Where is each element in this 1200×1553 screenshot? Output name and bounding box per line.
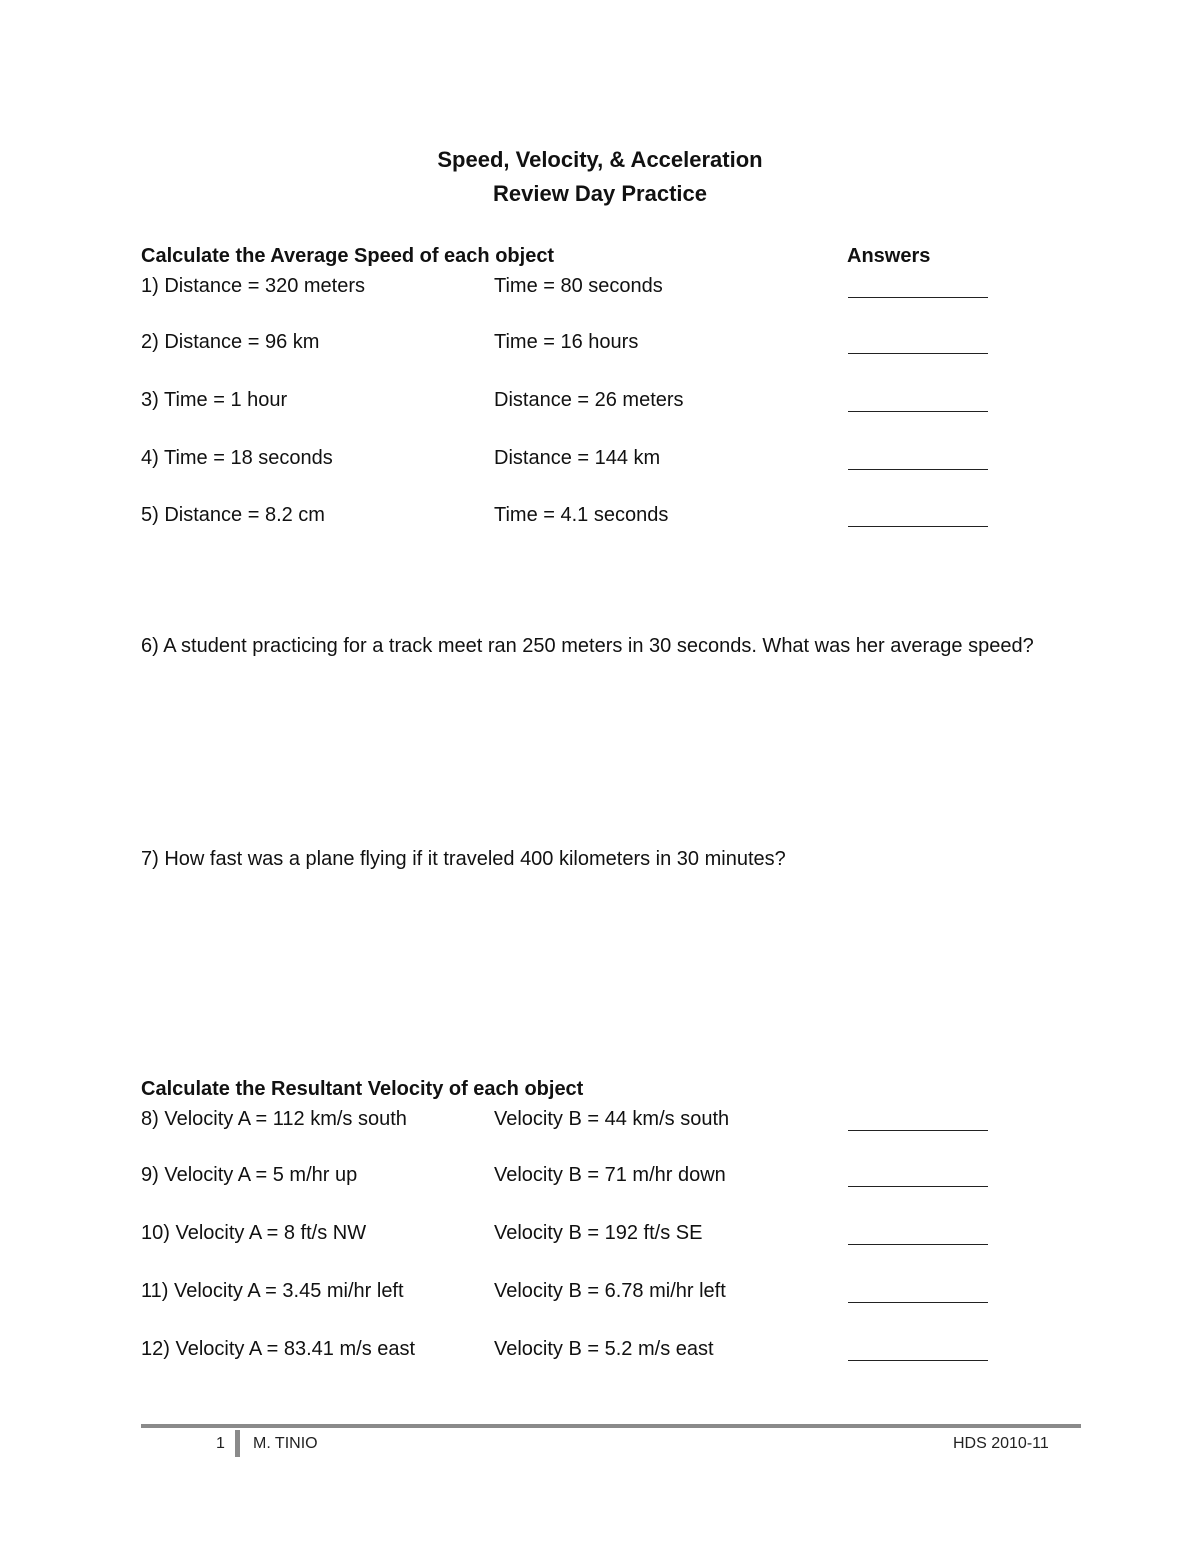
answer-blank-1[interactable] [848, 297, 988, 298]
answers-column-heading: Answers [847, 245, 931, 267]
page-subtitle: Review Day Practice [492, 181, 708, 206]
answer-blank-12[interactable] [848, 1360, 988, 1361]
answer-blank-11[interactable] [848, 1302, 988, 1303]
page-number: 1 [216, 1435, 225, 1452]
answer-blank-8[interactable] [848, 1130, 988, 1131]
problem-row-12 [0, 1338, 1200, 1368]
word-problem-6: 6) A student practicing for a track meet ran 250 meters in 30 seconds. What was her average speed? [141, 635, 1034, 657]
problem-8-velocity-b: Velocity B = 44 km/s south [494, 1108, 730, 1130]
problem-1-given-b: Time = 80 seconds [494, 275, 663, 297]
problem-row-3 [0, 389, 1200, 419]
problem-row-9 [0, 1164, 1200, 1194]
answer-blank-4[interactable] [848, 469, 988, 470]
answer-blank-5[interactable] [848, 526, 988, 527]
problem-5-given-a: 5) Distance = 8.2 cm [141, 504, 325, 526]
problem-row-2 [0, 331, 1200, 361]
footer-separator-bar [235, 1430, 240, 1457]
problem-10-velocity-b: Velocity B = 192 ft/s SE [494, 1222, 703, 1244]
problem-11-velocity-b: Velocity B = 6.78 mi/hr left [494, 1280, 726, 1302]
problem-2-given-b: Time = 16 hours [494, 331, 639, 353]
section-heading-resultant-velocity: Calculate the Resultant Velocity of each object [141, 1078, 584, 1100]
answer-blank-10[interactable] [848, 1244, 988, 1245]
problem-row-11 [0, 1280, 1200, 1310]
problem-10-velocity-a: 10) Velocity A = 8 ft/s NW [141, 1222, 367, 1244]
page-title: Speed, Velocity, & Acceleration [437, 147, 763, 172]
problem-4-given-b: Distance = 144 km [494, 447, 661, 469]
problem-row-10 [0, 1222, 1200, 1252]
problem-row-5 [0, 504, 1200, 534]
answer-blank-3[interactable] [848, 411, 988, 412]
problem-1-given-a: 1) Distance = 320 meters [141, 275, 365, 297]
problem-2-given-a: 2) Distance = 96 km [141, 331, 320, 353]
problem-4-given-a: 4) Time = 18 seconds [141, 447, 333, 469]
problem-11-velocity-a: 11) Velocity A = 3.45 mi/hr left [141, 1280, 404, 1302]
problem-5-given-b: Time = 4.1 seconds [494, 504, 669, 526]
answer-blank-2[interactable] [848, 353, 988, 354]
footer-divider [141, 1424, 1081, 1428]
problem-row-8 [0, 1108, 1200, 1138]
footer-school-year: HDS 2010-11 [953, 1435, 1049, 1452]
problem-row-4 [0, 447, 1200, 477]
word-problem-7: 7) How fast was a plane flying if it traveled 400 kilometers in 30 minutes? [141, 848, 786, 870]
problem-3-given-a: 3) Time = 1 hour [141, 389, 288, 411]
footer-author: M. TINIO [253, 1435, 318, 1452]
section-heading-average-speed: Calculate the Average Speed of each object [141, 245, 555, 267]
problem-9-velocity-b: Velocity B = 71 m/hr down [494, 1164, 726, 1186]
problem-9-velocity-a: 9) Velocity A = 5 m/hr up [141, 1164, 358, 1186]
problem-8-velocity-a: 8) Velocity A = 112 km/s south [141, 1108, 407, 1130]
problem-12-velocity-b: Velocity B = 5.2 m/s east [494, 1338, 714, 1360]
answer-blank-9[interactable] [848, 1186, 988, 1187]
problem-row-1 [0, 275, 1200, 305]
problem-12-velocity-a: 12) Velocity A = 83.41 m/s east [141, 1338, 416, 1360]
problem-3-given-b: Distance = 26 meters [494, 389, 684, 411]
